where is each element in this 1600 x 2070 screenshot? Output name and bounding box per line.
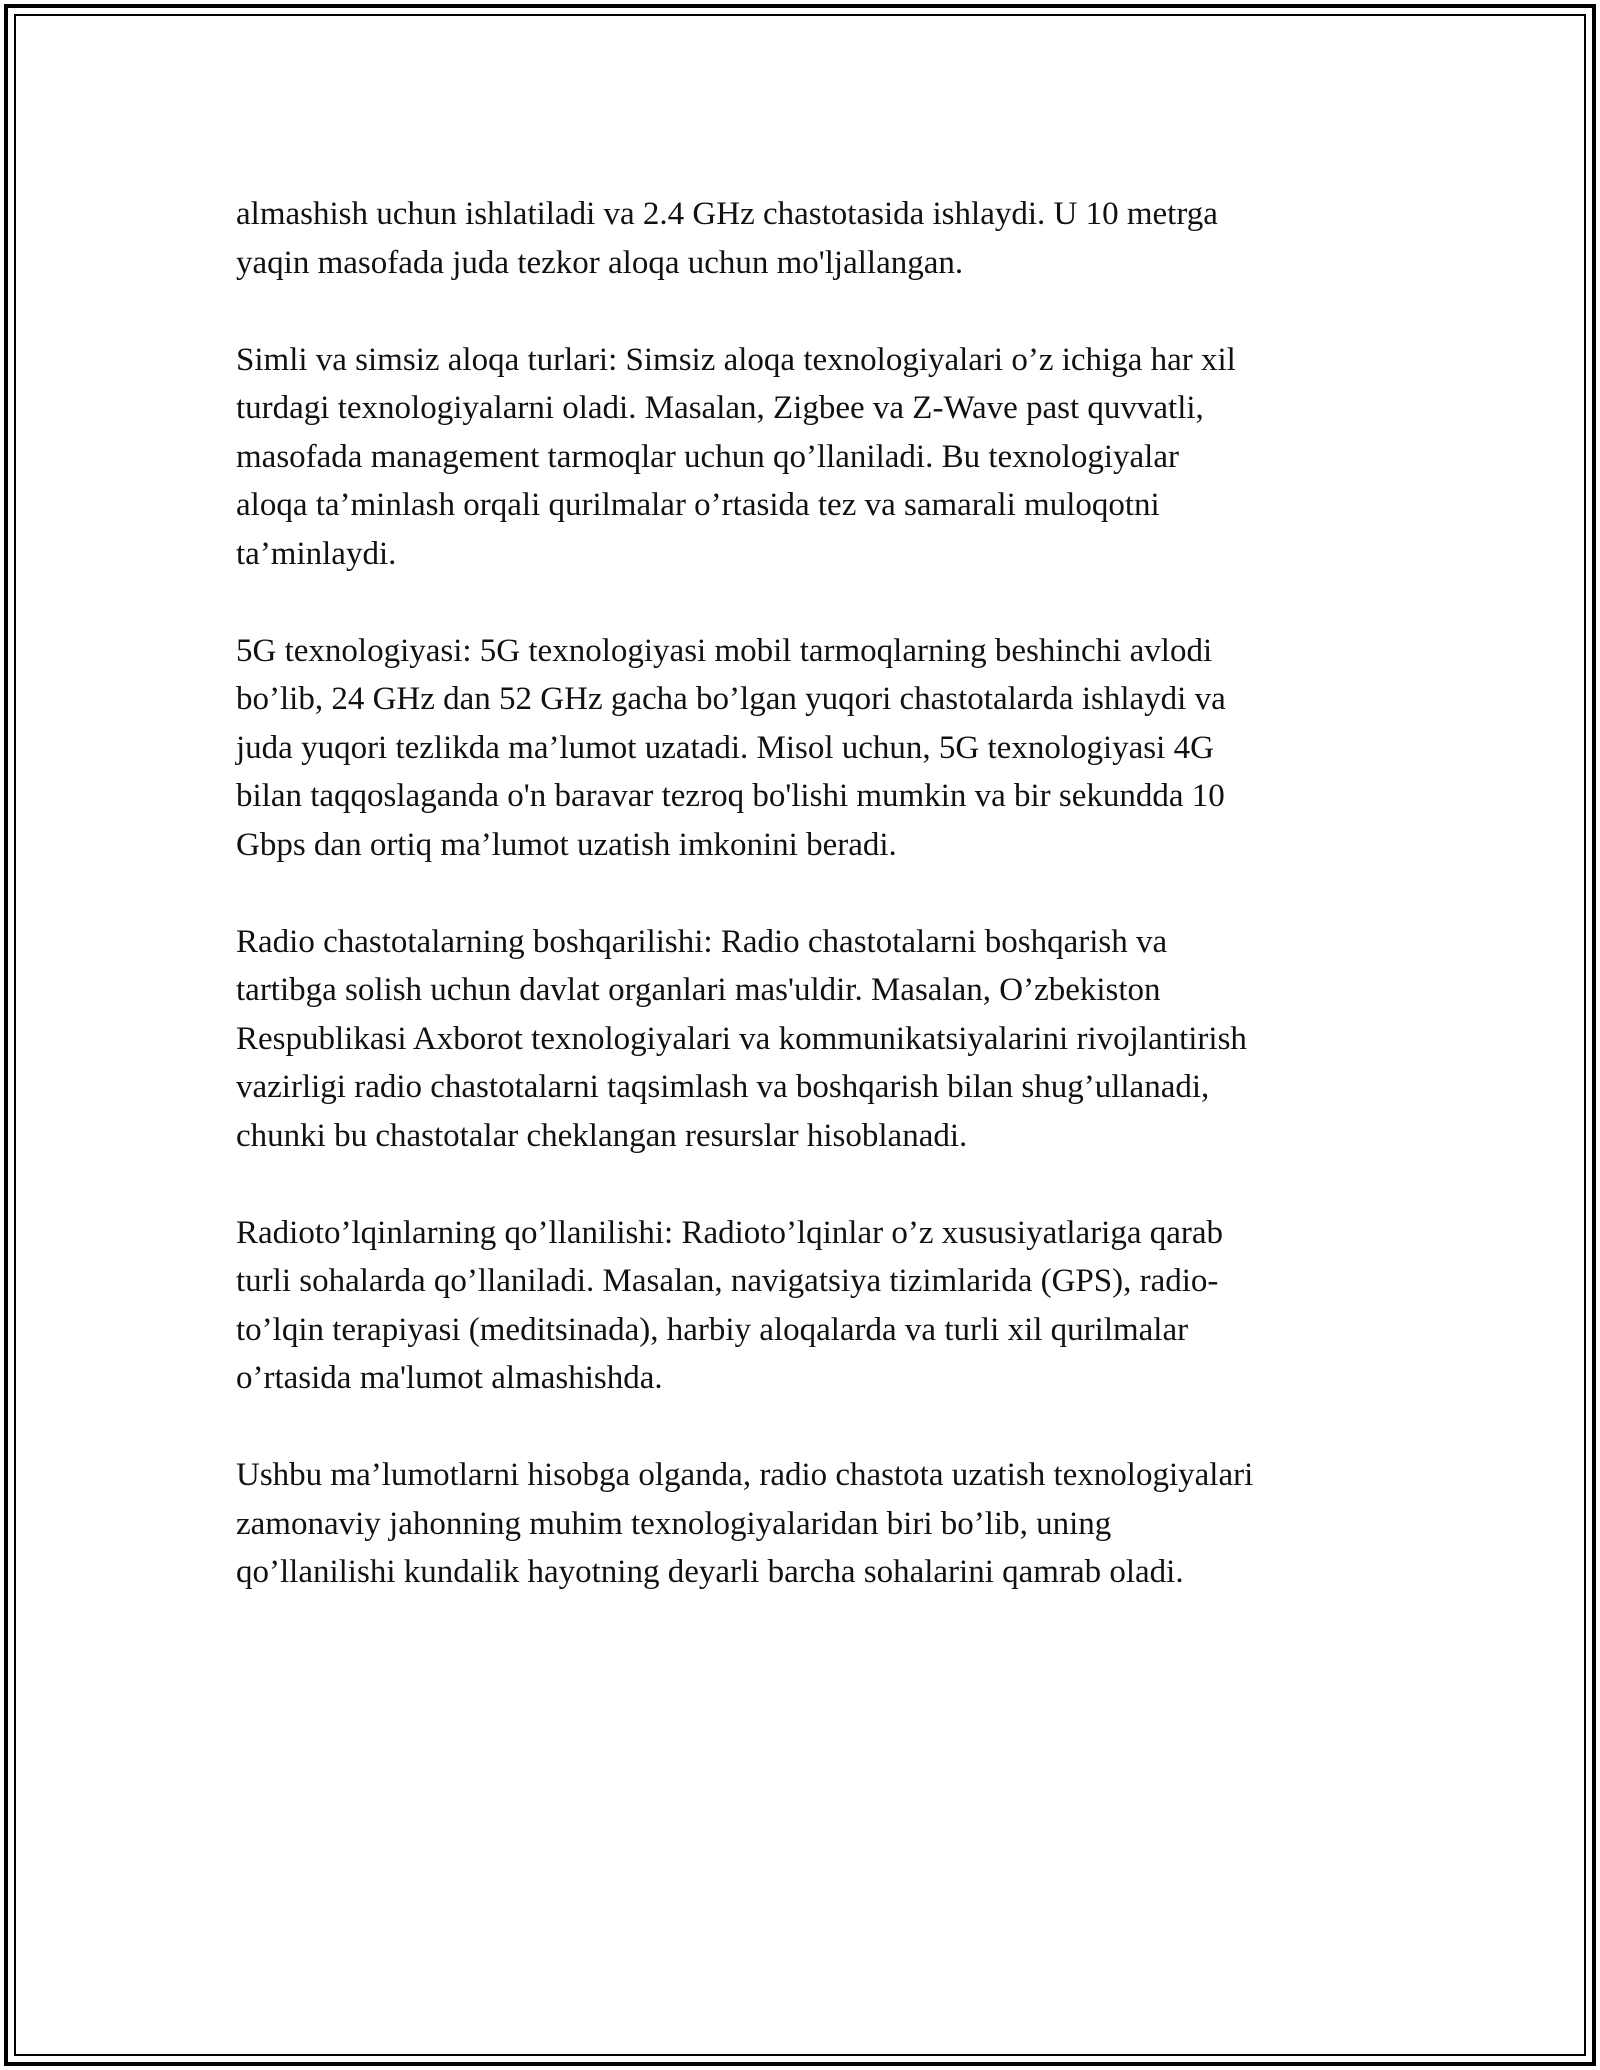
paragraph-bluetooth-continuation: almashish uchun ishlatiladi va 2.4 GHz chastotasida ishlaydi. U 10 metrga yaqin masofada juda tezkor aloqa uchun mo'ljallangan.: [236, 196, 1218, 281]
paragraph-frequency-management: Radio chastotalarning boshqarilishi: Radio chastotalarni boshqarish va tartibga solish uchun davlat organlari mas'uldir. Masalan, O’zbekiston Respublikasi Axborot texnologiyalari va kommunikatsiyalarini rivojlantirish vazirligi radio chastotalarni taqsimlash va boshqarish bilan shug’ullanadi, chunki bu chastotalar cheklangan resurslar hisoblanadi.: [236, 923, 1247, 1154]
paragraph-conclusion: Ushbu ma’lumotlarni hisobga olganda, radio chastota uzatish texnologiyalari zamonaviy jahonning muhim texnologiyalaridan biri bo’lib, uning qo’llanilishi kundalik hayotning deyarli barcha sohalarini qamrab oladi.: [236, 1457, 1254, 1590]
paragraph-5g: 5G texnologiyasi: 5G texnologiyasi mobil tarmoqlarning beshinchi avlodi bo’lib, 24 GHz dan 52 GHz gacha bo’lgan yuqori chastotalarda ishlaydi va juda yuqori tezlikda ma’lumot uzatadi. Misol uchun, 5G texnologiyasi 4G bilan taqqoslaganda o'n baravar tezroq bo'lishi mumkin va bir sekundda 10 Gbps dan ortiq ma’lumot uzatish imkonini beradi.: [236, 632, 1226, 863]
paragraph-wired-wireless: Simli va simsiz aloqa turlari: Simsiz aloqa texnologiyalari o’z ichiga har xil turdagi texnologiyalarni oladi. Masalan, Zigbee va Z-Wave past quvvatli, masofada management tarmoqlar uchun qo’llaniladi. Bu texnologiyalar aloqa ta’minlash orqali qurilmalar o’rtasida tez va samarali muloqotni ta’minlaydi.: [236, 341, 1236, 572]
paragraph-radio-wave-applications: Radioto’lqinlarning qo’llanilishi: Radioto’lqinlar o’z xususiyatlariga qarab turli sohalarda qo’llaniladi. Masalan, navigatsiya tizimlarida (GPS), radio- to’lqin terapiyasi (meditsinada), harbiy aloqalarda va turli xil qurilmalar o’rtasida ma'lumot almashishda.: [236, 1214, 1224, 1396]
document-body: [236, 190, 1376, 1645]
